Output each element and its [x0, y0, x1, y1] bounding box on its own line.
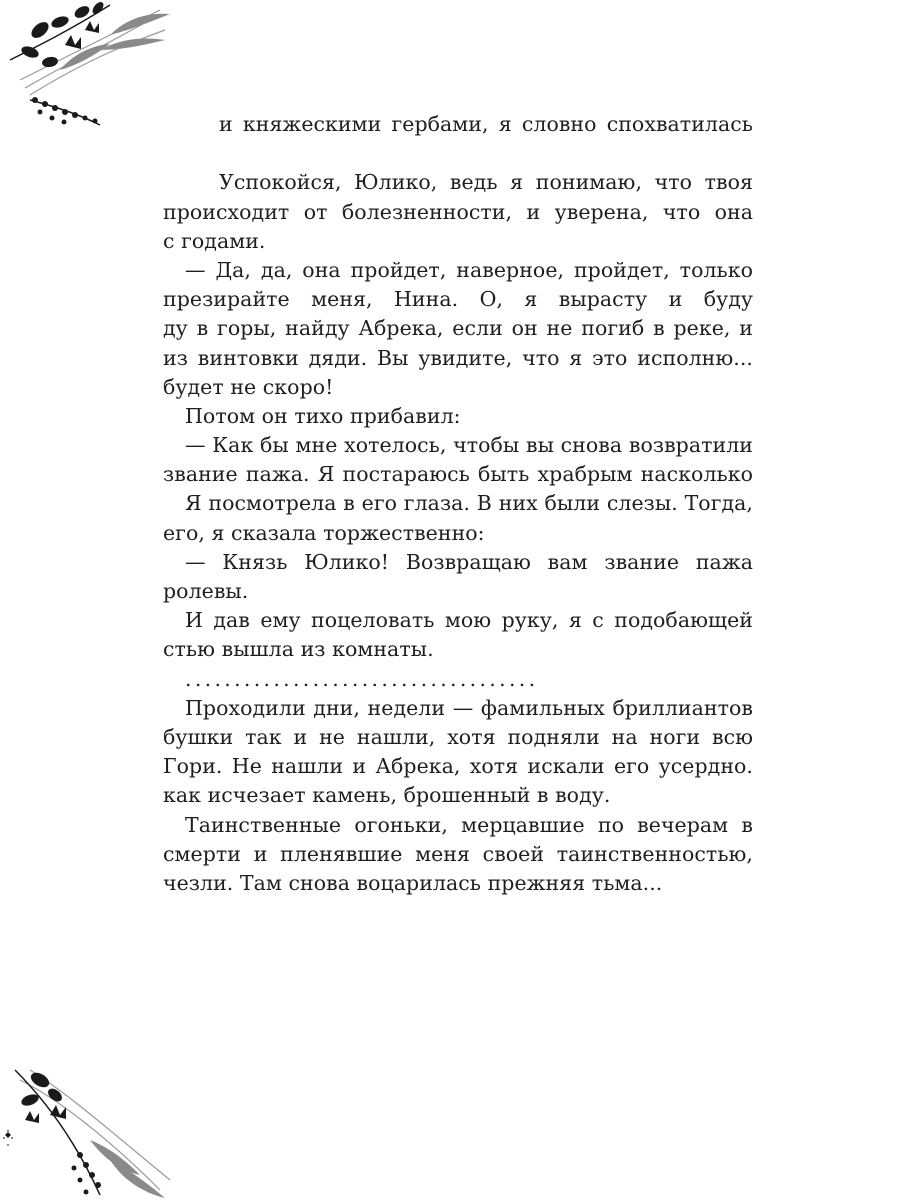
- text-line: Гори. Не нашли и Абрека, хотя искали его усердно.: [163, 754, 753, 779]
- text-line: чезли. Там снова воцарилась прежняя тьма...: [163, 870, 663, 895]
- text-line: с годами.: [163, 228, 266, 253]
- text-line: из винтовки дяди. Вы увидите, что я это исполню...: [163, 345, 753, 370]
- text-line: его, я сказала торжественно:: [163, 520, 485, 545]
- text-line: и княжескими гербами, я словно спохватилась: [219, 112, 753, 136]
- text-line: И дав ему поцеловать мою руку, я с подобающей: [185, 608, 753, 633]
- text-line: — Как бы мне хотелось, чтобы вы снова возвратили: [185, 433, 753, 458]
- text-line: смерти и пленявшие меня своей таинственностью,: [163, 841, 753, 866]
- text-line: происходит от болезненности, и уверена, что она: [163, 199, 753, 224]
- blank-line: [163, 139, 753, 168]
- text-line: будет не скоро!: [163, 374, 334, 399]
- text-line: презирайте меня, Нина. О, я вырасту и буду: [163, 287, 753, 312]
- text-line: как исчезает камень, брошенный в воду.: [163, 783, 611, 808]
- section-break-dots: ....................................: [185, 666, 539, 691]
- text-line: Успокойся, Юлико, ведь я понимаю, что твоя: [219, 170, 753, 195]
- text-line: стью вышла из комнаты.: [163, 637, 434, 662]
- floral-ornament-top-icon: [0, 0, 180, 150]
- text-line: — Князь Юлико! Возвращаю вам звание пажа: [185, 549, 753, 574]
- text-line: бушки так и не нашли, хотя подняли на ноги всю: [163, 724, 753, 749]
- text-line: ду в горы, найду Абрека, если он не погиб в реке, и: [163, 316, 753, 341]
- text-line: Проходили дни, недели — фамильных бриллиантов: [185, 695, 753, 720]
- text-line: — Да, да, она пройдет, наверное, пройдет, только: [185, 257, 753, 282]
- text-line: ролевы.: [163, 579, 249, 603]
- text-line: Потом он тихо прибавил:: [185, 403, 461, 428]
- text-line: Таинственные огоньки, мерцавшие по вечерам в: [185, 812, 753, 837]
- text-line: звание пажа. Я постараюсь быть храбрым насколько: [163, 462, 753, 487]
- text-line: Я посмотрела в его глаза. В них были слезы. Тогда,: [185, 491, 753, 516]
- book-text: [163, 110, 753, 898]
- floral-ornament-bottom-icon: [0, 1060, 180, 1200]
